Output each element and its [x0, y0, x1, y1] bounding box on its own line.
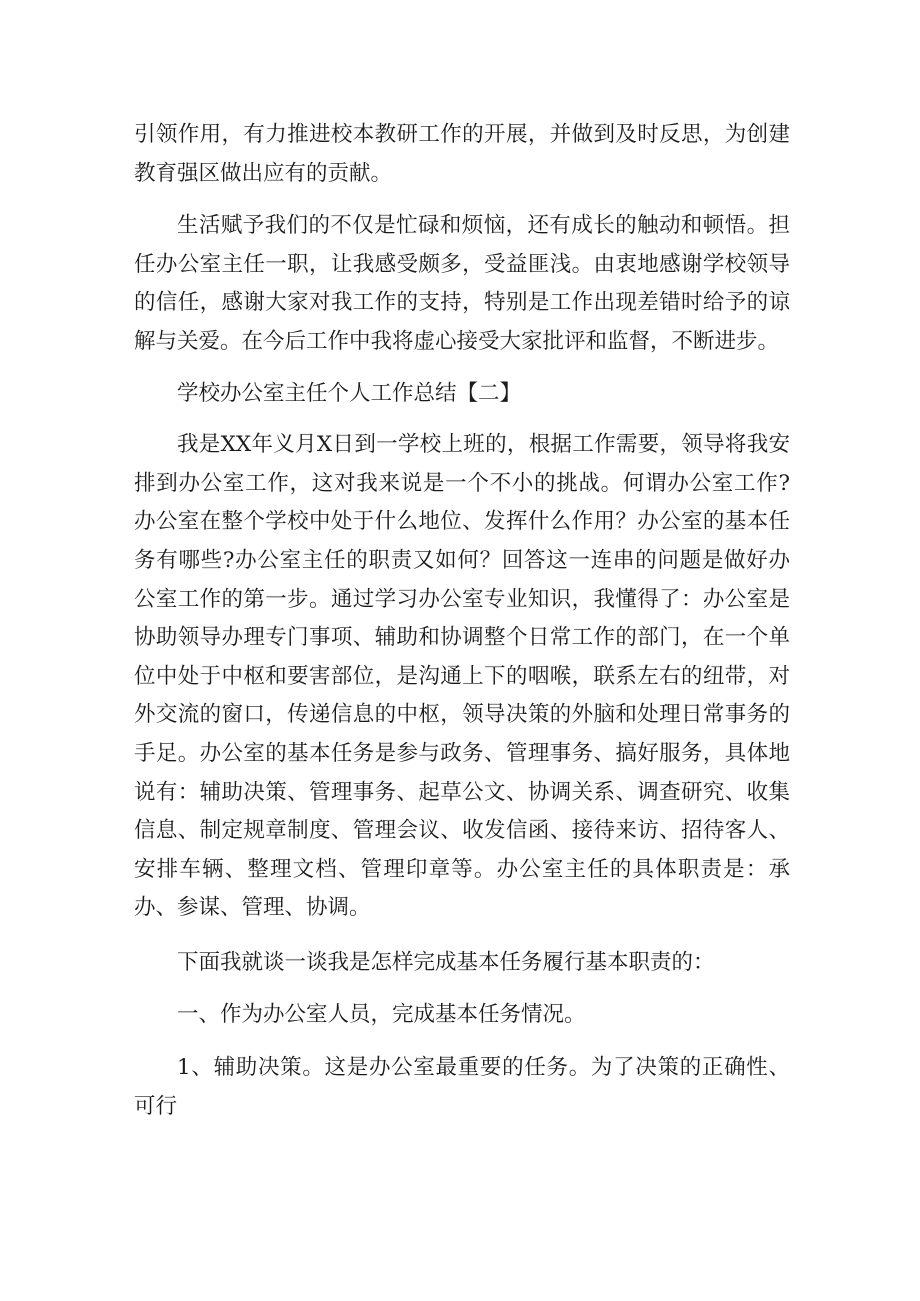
paragraph-intro-tasks: 下面我就谈一谈我是怎样完成基本任务履行基本职责的： [177, 949, 715, 975]
paragraph-subheading: 一、作为办公室人员，完成基本任务情况。 [177, 1002, 586, 1028]
section-heading: 学校办公室主任个人工作总结【二】 [177, 380, 522, 406]
document-body [134, 116, 790, 1126]
paragraph-office-duties: 我是XX年义月X日到一学校上班的，根据工作需要，领导将我安排到办公室工作，这对我来说是一个不小的挑战。何谓办公室工作?办公室在整个学校中处于什么地位、发挥什么作用？办公室的基本任务有哪些?办公室主任的职责又如何？回答这一连串的问题是做好办公室工作的第一步。通过学习办公室专业知识，我懂得了：办公室是协助领导办理专门事项、辅助和协调整个日常工作的部门，在一个单位中处于中枢和要害部位，是沟通上下的咽喉，联系左右的纽带，对外交流的窗口，传递信息的中枢，领导决策的外脑和处理日常事务的手足。办公室的基本任务是参与政务、管理事务、搞好服务，具体地说有：辅助决策、管理事务、起草公文、协调关系、调查研究、收集信息、制定规章制度、管理会议、收发信函、接待来访、招待客人、安排车辆、整理文档、管理印章等。办公室主任的具体职责是：承办、参谋、管理、协调。 [134, 432, 790, 921]
paragraph-continuation: 引领作用，有力推进校本教研工作的开展，并做到及时反思，为创建教育强区做出应有的贡献。 [134, 122, 790, 186]
paragraph-item-1: 1、辅助决策。这是办公室最重要的任务。为了决策的正确性、可行 [134, 1055, 790, 1119]
paragraph-reflection: 生活赋予我们的不仅是忙碌和烦恼，还有成长的触动和顿悟。担任办公室主任一职，让我感受颇多，受益匪浅。由衷地感谢学校领导的信任，感谢大家对我工作的支持，特别是工作出现差错时给予的谅解与关爱。在今后工作中我将虚心接受大家批评和监督，不断进步。 [134, 213, 790, 354]
